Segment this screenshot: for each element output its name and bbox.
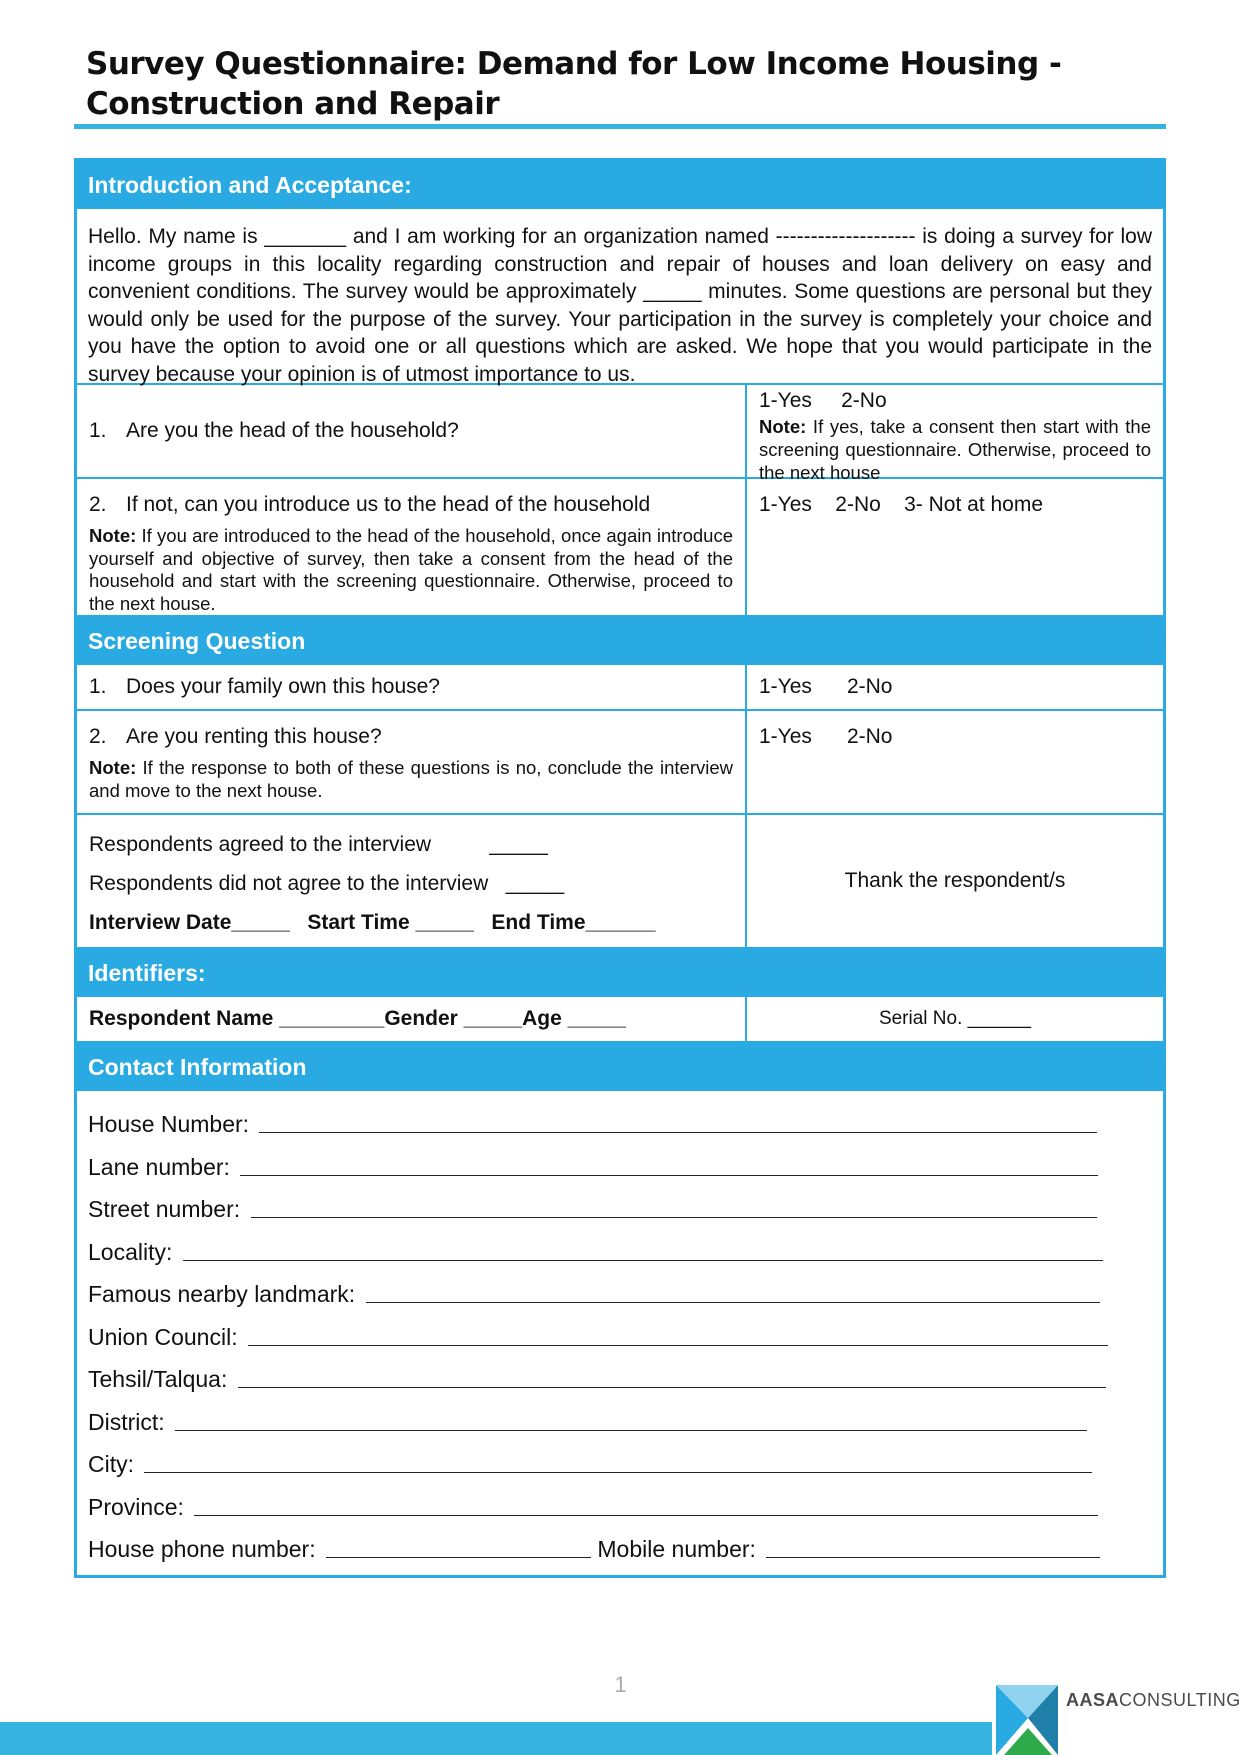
document-title: Survey Questionnaire: Demand for Low Income Housing - Construction and Repair	[86, 46, 1062, 122]
locality-input[interactable]	[183, 1231, 1103, 1261]
page-number: 1	[614, 1672, 627, 1697]
union-council-input[interactable]	[248, 1316, 1108, 1346]
interview-status-row	[77, 815, 1163, 949]
district-input[interactable]	[175, 1401, 1087, 1431]
tehsil-label: Tehsil/Talqua:	[88, 1366, 234, 1392]
answer-options[interactable]: 1-Yes 2-No	[759, 389, 887, 412]
section-header-introduction: Introduction and Acceptance:	[77, 161, 1163, 209]
question-text: Are you renting this house?	[126, 725, 382, 748]
house-phone-input[interactable]	[326, 1528, 591, 1558]
age-field[interactable]: Age _____	[522, 1007, 626, 1031]
note-text: If yes, take a consent then start with the screening questionnaire. Otherwise, proceed to the next house	[759, 416, 1151, 483]
question-number: 2.	[89, 493, 107, 516]
question-number: 1.	[89, 419, 107, 442]
city-input[interactable]	[144, 1443, 1092, 1473]
contact-fields	[77, 1091, 1119, 1575]
note-text: If you are introduced to the head of the household, once again introduce yourself and objective of survey, then take a consent from the head of the household and start with the screening questionnaire. Otherwise, proceed to the next house.	[89, 525, 733, 614]
city-label: City:	[88, 1451, 141, 1477]
identifiers-row	[77, 997, 1163, 1043]
section-header-contact: Contact Information	[77, 1043, 1163, 1091]
lane-number-label: Lane number:	[88, 1153, 237, 1180]
mobile-input[interactable]	[766, 1528, 1100, 1558]
note-label: Note:	[89, 757, 137, 778]
logo-text: AASACONSULTING	[1066, 1690, 1241, 1710]
question-text: Are you the head of the household?	[126, 419, 459, 442]
province-input[interactable]	[194, 1486, 1098, 1516]
answer-options[interactable]: 1-Yes 2-No	[759, 675, 893, 698]
intro-paragraph: Hello. My name is _______ and I am working for an organization named -------------------- is doing a survey for low income groups in this locality regarding construction and repair of houses and loan delivery on easy and convenient conditions. The survey would be approximately _____ minutes. Some questions are personal but they would only be used for the purpose of the survey. Your participation in the survey is completely your choice and you have the option to avoid one or all questions which are asked. We hope that you would participate in the survey because your opinion is of utmost importance to us.	[88, 225, 1152, 386]
agreed-field[interactable]: Respondents agreed to the interview _____	[89, 833, 548, 856]
question-text: If not, can you introduce us to the head of the household	[126, 493, 651, 516]
street-number-input[interactable]	[251, 1188, 1097, 1218]
screening-question-1-row	[77, 665, 1163, 711]
union-council-label: Union Council:	[88, 1323, 244, 1350]
house-phone-label: House phone number:	[88, 1536, 322, 1562]
thank-respondent-text: Thank the respondent/s	[844, 869, 1066, 892]
question-number: 1.	[89, 675, 107, 698]
note-text: If the response to both of these questions is no, conclude the interview and move to the next house.	[89, 757, 733, 801]
survey-form-table	[74, 158, 1166, 1578]
respondent-name-field[interactable]: Respondent Name _________	[89, 1007, 385, 1031]
intro-question-1-row	[77, 385, 1163, 483]
lane-number-input[interactable]	[240, 1146, 1098, 1176]
district-label: District:	[88, 1408, 172, 1435]
section-header-identifiers: Identifiers:	[77, 949, 1163, 997]
footer-bar	[0, 1722, 992, 1755]
interview-date-field[interactable]: Interview Date_____	[89, 911, 290, 934]
aasa-logo-icon	[996, 1670, 1241, 1755]
serial-number-field[interactable]: Serial No. ______	[878, 1008, 1032, 1030]
question-number: 2.	[89, 725, 107, 748]
gender-field[interactable]: Gender _____	[384, 1007, 523, 1031]
intro-question-2-row	[77, 479, 1163, 617]
house-number-label: House Number:	[88, 1111, 256, 1137]
house-number-input[interactable]	[259, 1103, 1097, 1133]
landmark-input[interactable]	[366, 1273, 1100, 1303]
answer-options[interactable]: 1-Yes 2-No 3- Not at home	[759, 493, 1044, 516]
start-time-field[interactable]: Start Time _____	[307, 911, 474, 934]
note-label: Note:	[89, 525, 137, 546]
answer-options[interactable]: 1-Yes 2-No	[759, 725, 893, 748]
mobile-label: Mobile number:	[591, 1536, 763, 1562]
note-label: Note:	[759, 416, 807, 437]
question-text: Does your family own this house?	[126, 675, 440, 698]
tehsil-input[interactable]	[238, 1358, 1106, 1388]
end-time-field[interactable]: End Time______	[491, 911, 656, 934]
province-label: Province:	[88, 1493, 191, 1520]
section-header-screening: Screening Question	[77, 617, 1163, 665]
screening-question-2-row	[77, 711, 1163, 815]
title-rule	[74, 124, 1166, 129]
landmark-label: Famous nearby landmark:	[88, 1281, 362, 1307]
locality-label: Locality:	[88, 1238, 179, 1265]
not-agreed-field[interactable]: Respondents did not agree to the interview _____	[89, 872, 565, 895]
street-number-label: Street number:	[88, 1196, 247, 1222]
